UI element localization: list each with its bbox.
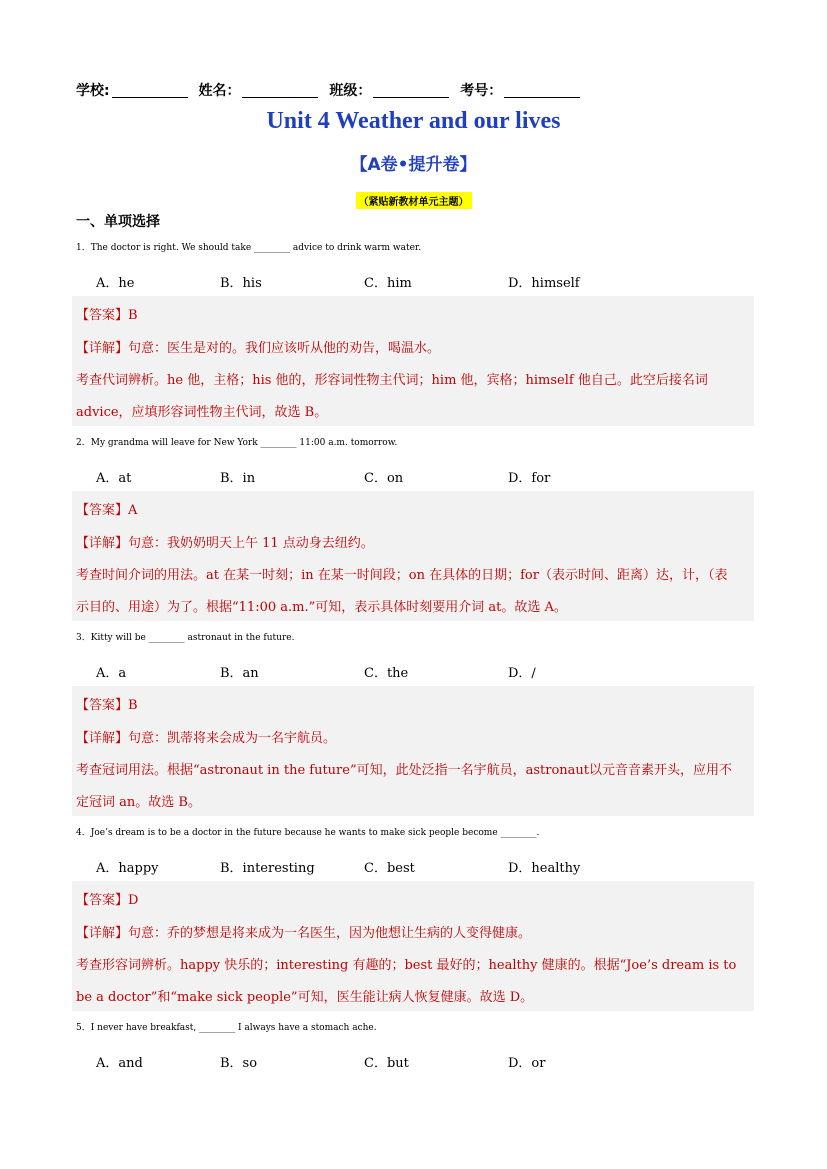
- question-stem: 1．The doctor is right. We should take ________ advice to drink warm water.: [76, 243, 422, 253]
- detail-line: 【详解】句意：凯蒂将来会成为一名宇航员。: [76, 731, 337, 746]
- option-d: D．healthy: [508, 861, 581, 876]
- question-stem: 4．Joe’s dream is to be a doctor in the future because he wants to make sick people become ________.: [76, 828, 540, 838]
- detail-line: be a doctor”和“make sick people”可知，医生能让病人恢复健康。故选 D。: [76, 990, 534, 1005]
- option-a: A．he: [96, 276, 135, 291]
- school-label: 学校:: [76, 83, 110, 99]
- detail-line: 示目的、用途）为了。根据“11:00 a.m.”可知，表示具体时刻要用介词 at。故选 A。: [76, 600, 567, 615]
- detail-line: 考查冠词用法。根据“astronaut in the future”可知，此处泛指一名宇航员，astronaut以元音音素开头，应用不: [76, 763, 733, 778]
- option-c: C．the: [364, 666, 409, 681]
- detail-line: 考查代词辨析。he 他，主格；his 他的，形容词性物主代词；him 他，宾格；himself 他自己。此空后接名词: [76, 373, 708, 388]
- detail-line: 【详解】句意：乔的梦想是将来成为一名医生，因为他想让生病的人变得健康。: [76, 926, 532, 941]
- answer-line: 【答案】A: [76, 503, 138, 518]
- question-stem: 2．My grandma will leave for New York ________ 11:00 a.m. tomorrow.: [76, 438, 398, 448]
- question-options: [96, 272, 696, 292]
- option-d: D．himself: [508, 276, 580, 291]
- answer-line: 【答案】B: [76, 308, 138, 323]
- option-a: A．happy: [96, 861, 159, 876]
- answer-line: 【答案】D: [76, 893, 139, 908]
- option-d: D．or: [508, 1056, 546, 1071]
- question-options: [96, 857, 696, 877]
- option-a: A．a: [96, 666, 127, 681]
- question-options: [96, 1052, 696, 1072]
- detail-line: 【详解】句意：医生是对的。我们应该听从他的劝告，喝温水。: [76, 341, 441, 356]
- page-subtitle: 【A卷•提升卷】: [350, 155, 477, 175]
- exam-no-label: 考号：: [460, 83, 503, 99]
- school-blank: [112, 83, 188, 98]
- answer-line: 【答案】B: [76, 698, 138, 713]
- theme-tag-wrap: [0, 190, 827, 209]
- option-d: D．for: [508, 471, 551, 486]
- detail-line: advice，应填形容词性物主代词，故选 B。: [76, 405, 328, 420]
- detail-line: 考查时间介词的用法。at 在某一时刻；in 在某一时间段；on 在具体的日期；for（表示时间、距离）达，计，（表: [76, 568, 728, 583]
- page-title: Unit 4 Weather and our lives: [266, 108, 561, 134]
- class-blank: [373, 83, 449, 98]
- detail-line: 【详解】句意：我奶奶明天上午 11 点动身去纽约。: [76, 536, 374, 551]
- option-b: B．in: [220, 471, 256, 486]
- question-stem: 3．Kitty will be ________ astronaut in the future.: [76, 633, 295, 643]
- name-label: 姓名：: [198, 83, 241, 99]
- name-blank: [242, 83, 318, 98]
- option-a: A．at: [96, 471, 132, 486]
- option-b: B．interesting: [220, 861, 315, 876]
- option-c: C．on: [364, 471, 404, 486]
- option-c: C．him: [364, 276, 412, 291]
- option-b: B．an: [220, 666, 259, 681]
- question-stem: 5．I never have breakfast, ________ I always have a stomach ache.: [76, 1023, 377, 1033]
- class-label: 班级：: [329, 83, 372, 99]
- question-options: [96, 662, 696, 682]
- option-a: A．and: [96, 1056, 143, 1071]
- option-b: B．his: [220, 276, 262, 291]
- exam-no-blank: [504, 83, 580, 98]
- detail-line: 定冠词 an。故选 B。: [76, 795, 201, 810]
- theme-tag: （紧贴新教材单元主题）: [356, 192, 472, 209]
- student-info-header: [76, 80, 586, 100]
- option-c: C．but: [364, 1056, 409, 1071]
- option-d: D．/: [508, 666, 536, 681]
- option-b: B．so: [220, 1056, 258, 1071]
- section-heading: 一、单项选择: [76, 214, 160, 230]
- option-c: C．best: [364, 861, 415, 876]
- question-options: [96, 467, 696, 487]
- detail-line: 考查形容词辨析。happy 快乐的；interesting 有趣的；best 最好的；healthy 健康的。根据“Joe’s dream is to: [76, 958, 737, 973]
